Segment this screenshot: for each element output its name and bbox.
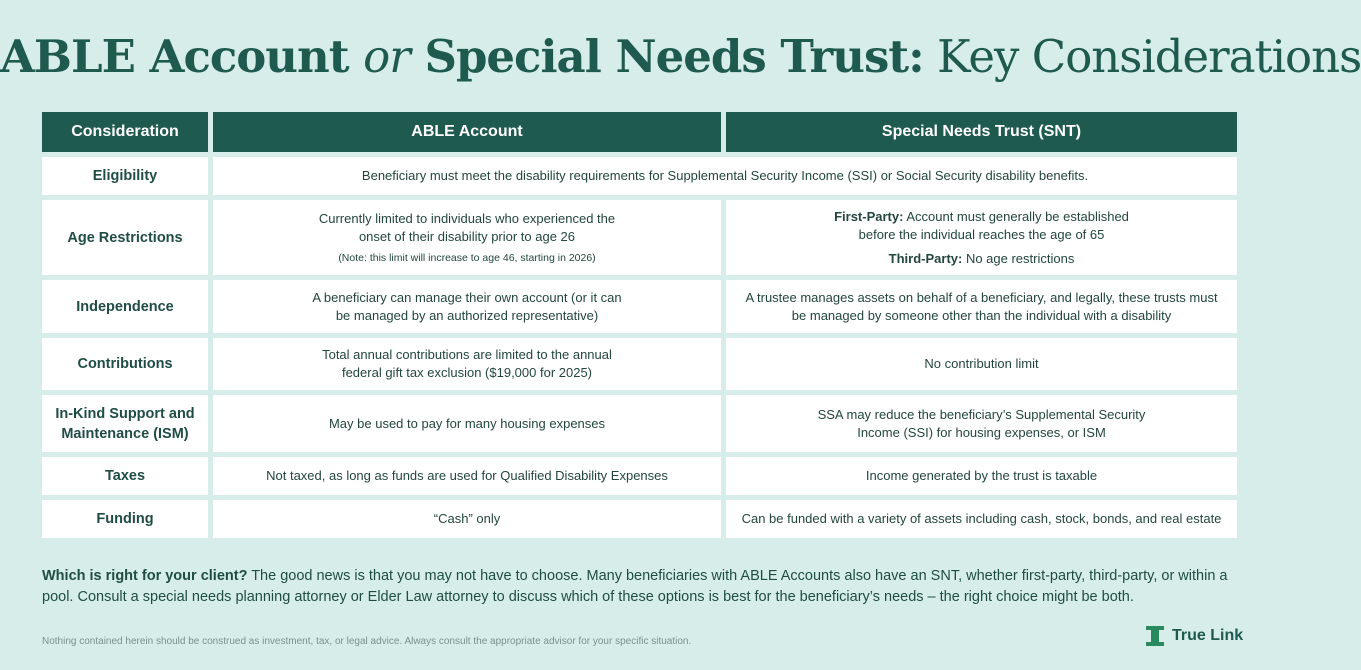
true-link-logo-icon: [1146, 626, 1164, 646]
independence-snt-line1: A trustee manages assets on behalf of a beneficiary, and legally, these trusts must: [745, 289, 1218, 305]
header-consideration: Consideration: [42, 112, 208, 152]
independence-snt-line2: be managed by someone other than the individual with a disability: [791, 307, 1172, 323]
row-label-taxes: Taxes: [42, 457, 208, 495]
title-part-snt: Special Needs Trust:: [409, 30, 924, 83]
comparison-table: [42, 112, 1238, 538]
taxes-snt-cell: Income generated by the trust is taxable: [726, 457, 1237, 495]
true-link-logo: [1146, 626, 1243, 646]
summary-text: The good news is that you may not have to choose. Many beneficiaries with ABLE Accounts also have an SNT, whether first-party, third-party, or within a pool. Consult a special needs planning attorney or Elder Law attorney to discuss which of these options is best for the beneficiary’s needs – the right choice might be both.: [42, 568, 1228, 605]
title-part-or: or: [363, 30, 410, 83]
header-snt: Special Needs Trust (SNT): [726, 112, 1237, 152]
third-party-text: No age restrictions: [962, 250, 1075, 266]
independence-able-cell: [213, 280, 721, 333]
row-label-contributions: Contributions: [42, 338, 208, 390]
page-title: [0, 30, 1361, 83]
ism-label-line2: Maintenance (ISM): [61, 425, 189, 442]
funding-snt-cell: Can be funded with a variety of assets including cash, stock, bonds, and real estate: [726, 500, 1237, 538]
funding-able-cell: “Cash” only: [213, 500, 721, 538]
age-snt-third-party: [889, 250, 1075, 268]
row-label-ism: [42, 395, 208, 452]
age-able-line1: Currently limited to individuals who experienced the: [318, 211, 616, 226]
taxes-able-cell: Not taxed, as long as funds are used for Qualified Disability Expenses: [213, 457, 721, 495]
logo-text: True Link: [1172, 627, 1244, 644]
first-party-label: First-Party:: [834, 208, 904, 224]
summary-paragraph: [42, 566, 1242, 607]
header-able-account: ABLE Account: [213, 112, 721, 152]
row-label-age-restrictions: Age Restrictions: [42, 200, 208, 275]
independence-able-line2: be managed by an authorized representative): [335, 307, 599, 323]
first-party-line2: before the individual reaches the age of 65: [858, 226, 1105, 242]
row-label-eligibility: Eligibility: [42, 157, 208, 195]
first-party-line1: Account must generally be established: [903, 208, 1129, 224]
age-able-note: (Note: this limit will increase to age 46, starting in 2026): [338, 252, 596, 264]
independence-snt-cell: [726, 280, 1237, 333]
eligibility-value: Beneficiary must meet the disability requirements for Supplemental Security Income (SSI) or Social Security disability benefits.: [213, 157, 1237, 195]
contributions-able-line2: federal gift tax exclusion ($19,000 for 2025): [341, 365, 593, 380]
age-snt-cell: [726, 200, 1237, 275]
age-able-line2: onset of their disability prior to age 26: [358, 229, 576, 244]
contributions-able-line1: Total annual contributions are limited to the annual: [322, 347, 612, 362]
contributions-able-cell: [213, 338, 721, 390]
ism-able-cell: May be used to pay for many housing expenses: [213, 395, 721, 452]
title-part-key: Key Considerations: [923, 30, 1361, 83]
age-snt-first-party: [834, 208, 1129, 226]
disclaimer: Nothing contained herein should be construed as investment, tax, or legal advice. Always consult the appropriate advisor for your specific situation.: [42, 636, 692, 647]
independence-able-line1: A beneficiary can manage their own account (or it can: [312, 289, 622, 305]
third-party-label: Third-Party:: [888, 250, 963, 266]
ism-snt-line2: Income (SSI) for housing expenses, or ISM: [857, 424, 1106, 440]
age-able-cell: [213, 200, 721, 275]
summary-lead: Which is right for your client?: [42, 568, 248, 584]
ism-snt-cell: [726, 395, 1237, 452]
row-label-funding: Funding: [42, 500, 208, 538]
row-label-independence: Independence: [42, 280, 208, 333]
ism-label-line1: In-Kind Support and: [55, 405, 195, 422]
title-part-able: ABLE Account: [0, 30, 364, 83]
ism-snt-line1: SSA may reduce the beneficiary’s Supplemental Security: [817, 406, 1146, 422]
contributions-snt-cell: No contribution limit: [726, 338, 1237, 390]
